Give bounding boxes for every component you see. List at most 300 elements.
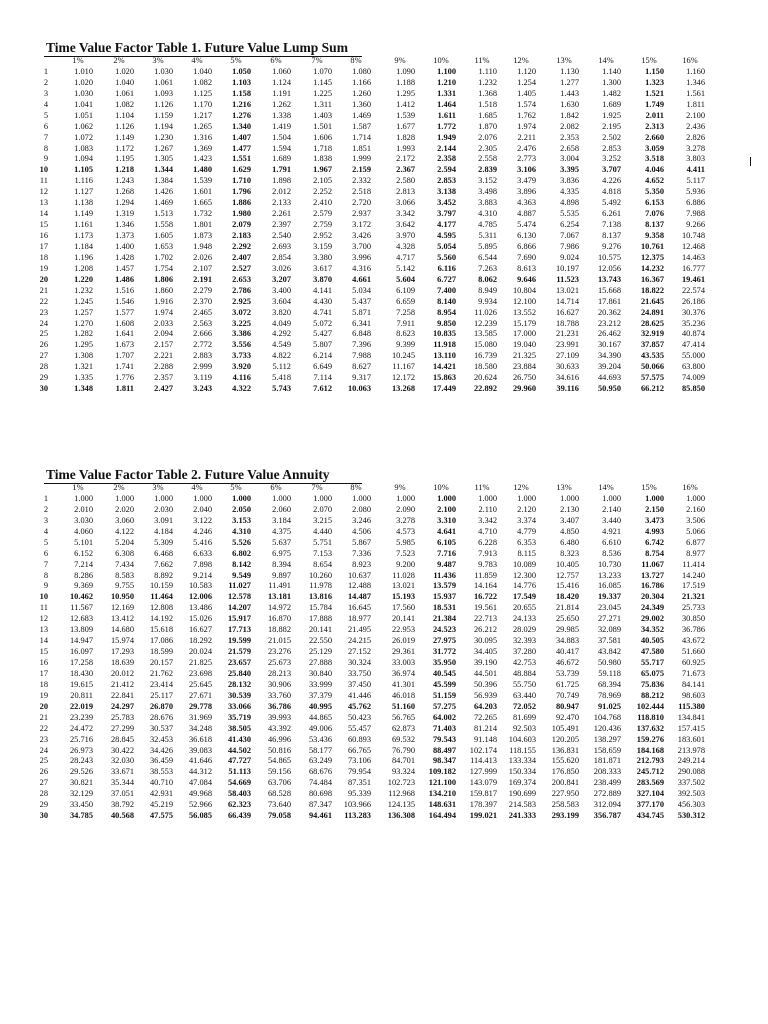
factor-cell: 29.002: [640, 614, 664, 624]
factor-cell: 10.583: [188, 581, 212, 591]
factor-cell: 1.791: [272, 165, 291, 175]
factor-cell: 7.662: [154, 559, 173, 569]
factor-cell: 51.159: [432, 690, 456, 700]
factor-cell: 2.693: [272, 241, 291, 251]
column-header: 14%: [598, 483, 614, 492]
factor-cell: 71.673: [681, 668, 705, 678]
factor-cell: 227.950: [551, 789, 579, 799]
period-number: 6: [43, 548, 48, 558]
factor-cell: 27.109: [555, 351, 579, 361]
factor-cell: 3.407: [560, 515, 579, 525]
factor-cell: 2.759: [313, 220, 332, 230]
factor-cell: 1.103: [232, 77, 251, 87]
factor-cell: 16.645: [347, 603, 371, 613]
factor-cell: 6.727: [437, 274, 456, 284]
factor-cell: 43.672: [681, 636, 705, 646]
factor-cell: 9.358: [645, 231, 664, 240]
column-header: 7%: [311, 56, 323, 65]
factor-cell: 12.808: [149, 603, 173, 613]
factor-cell: 46.672: [555, 658, 579, 667]
factor-cell: 37.450: [347, 679, 371, 689]
factor-cell: 2.261: [272, 209, 291, 219]
factor-cell: 2.397: [272, 220, 291, 230]
factor-cell: 39.204: [597, 362, 621, 372]
factor-cell: 1.149: [115, 132, 134, 142]
factor-cell: 8.923: [352, 559, 371, 569]
factor-cell: 55.000: [681, 351, 705, 361]
factor-cell: 9.399: [396, 340, 415, 350]
factor-cell: 23.884: [512, 362, 536, 372]
factor-cell: 27.671: [188, 690, 212, 700]
factor-cell: 3.252: [602, 154, 621, 164]
column-header: 13%: [556, 56, 572, 65]
factor-cell: 98.603: [681, 690, 705, 700]
factor-cell: 62.873: [391, 723, 415, 733]
factor-cell: 6.130: [517, 231, 536, 240]
factor-cell: 1.300: [602, 77, 621, 87]
factor-cell: 15.863: [432, 373, 456, 383]
factor-cell: 30.167: [597, 340, 621, 350]
column-header: 5%: [230, 483, 242, 492]
factor-cell: 20.304: [640, 592, 664, 602]
factor-cell: 1.191: [272, 88, 291, 98]
factor-cell: 28.213: [267, 668, 291, 678]
factor-cell: 134.841: [677, 712, 705, 722]
factor-cell: 12.468: [681, 241, 705, 251]
factor-cell: 4.818: [602, 187, 621, 197]
factor-cell: 10.462: [69, 592, 93, 602]
factor-cell: 53.739: [555, 668, 579, 678]
factor-cell: 1.741: [115, 362, 134, 372]
factor-cell: 2.579: [313, 209, 332, 219]
factor-cell: 6.341: [352, 318, 371, 328]
factor-cell: 25.733: [681, 603, 705, 613]
factor-cell: 1.838: [313, 154, 332, 164]
factor-cell: 3.172: [352, 220, 371, 230]
column-header: 6%: [270, 56, 282, 65]
factor-cell: 2.332: [352, 176, 371, 186]
factor-cell: 14.232: [640, 263, 664, 273]
factor-cell: 2.191: [193, 274, 212, 284]
factor-cell: 2.033: [154, 318, 173, 328]
factor-cell: 5.112: [272, 362, 291, 372]
factor-cell: 27.152: [347, 647, 371, 657]
factor-cell: 7.612: [313, 384, 332, 394]
factor-cell: 21.825: [188, 658, 212, 667]
factor-cell: 2.853: [602, 143, 621, 153]
factor-cell: 2.563: [193, 318, 212, 328]
factor-cell: 63.706: [267, 778, 291, 788]
factor-cell: 283.569: [636, 778, 664, 788]
factor-cell: 2.720: [352, 198, 371, 208]
factor-cell: 3.642: [396, 220, 415, 230]
factor-cell: 4.921: [602, 526, 621, 536]
factor-cell: 40.710: [149, 778, 173, 788]
factor-cell: 4.779: [517, 526, 536, 536]
factor-cell: 1.125: [193, 88, 212, 98]
factor-cell: 6.742: [645, 537, 664, 547]
factor-cell: 5.142: [396, 263, 415, 273]
factor-cell: 4.141: [313, 285, 332, 295]
factor-cell: 2.079: [232, 220, 251, 230]
column-header: 3%: [152, 56, 164, 65]
factor-cell: 33.760: [267, 690, 291, 700]
factor-cell: 44.501: [473, 668, 497, 678]
factor-cell: 3.604: [272, 296, 291, 306]
factor-cell: 5.535: [560, 209, 579, 219]
factor-cell: 9.214: [193, 570, 212, 580]
factor-cell: 3.026: [272, 263, 291, 273]
factor-cell: 12.300: [512, 570, 536, 580]
factor-cell: 26.750: [512, 373, 536, 383]
factor-cell: 1.110: [478, 66, 497, 76]
column-header: 11%: [474, 483, 490, 492]
factor-cell: 50.950: [597, 384, 621, 394]
factor-cell: 45.219: [149, 800, 173, 810]
factor-cell: 13.486: [188, 603, 212, 613]
factor-cell: 1.083: [74, 143, 93, 153]
factor-cell: 15.618: [149, 625, 173, 635]
factor-cell: 16.085: [597, 581, 621, 591]
factor-cell: 5.474: [517, 220, 536, 230]
factor-cell: 33.750: [347, 668, 371, 678]
period-number: 3: [43, 88, 48, 98]
period-number: 4: [43, 99, 48, 109]
factor-cell: 3.278: [396, 515, 415, 525]
factor-cell: 1.194: [154, 121, 173, 131]
factor-cell: 63.800: [681, 362, 705, 372]
factor-cell: 293.199: [551, 811, 579, 821]
factor-cell: 52.966: [188, 800, 212, 810]
factor-cell: 3.733: [232, 351, 251, 361]
factor-cell: 3.426: [352, 231, 371, 240]
factor-cell: 15.937: [432, 592, 456, 602]
factor-cell: 18.882: [267, 625, 291, 635]
factor-cell: 4.310: [232, 526, 251, 536]
factor-cell: 14.947: [69, 636, 93, 646]
factor-cell: 44.865: [308, 712, 332, 722]
factor-cell: 1.126: [154, 99, 173, 109]
factor-cell: 3.440: [602, 515, 621, 525]
factor-cell: 1.218: [115, 165, 134, 175]
factor-cell: 20.655: [512, 603, 536, 613]
factor-cell: 14.240: [681, 570, 705, 580]
factor-cell: 4.116: [232, 373, 251, 383]
factor-cell: 6.544: [478, 252, 497, 262]
factor-cell: 20.012: [110, 668, 134, 678]
factor-cell: 92.470: [555, 712, 579, 722]
factor-cell: 1.949: [437, 132, 456, 142]
factor-cell: 1.196: [74, 252, 93, 262]
factor-cell: 4.741: [313, 307, 332, 317]
factor-cell: 56.085: [188, 811, 212, 821]
factor-cell: 7.336: [352, 548, 371, 558]
factor-cell: 24.349: [640, 603, 664, 613]
factor-cell: 176.850: [551, 767, 579, 777]
factor-cell: 25.716: [69, 734, 93, 744]
factor-cell: 159.817: [469, 789, 497, 799]
factor-cell: 1.801: [193, 220, 212, 230]
factor-cell: 1.606: [313, 132, 332, 142]
factor-cell: 5.101: [74, 537, 93, 547]
factor-cell: 1.051: [74, 110, 93, 120]
factor-cell: 258.583: [551, 800, 579, 810]
factor-cell: 6.802: [232, 548, 251, 558]
factor-cell: 3.400: [272, 285, 291, 295]
factor-cell: 3.556: [232, 340, 251, 350]
factor-cell: 1.480: [193, 165, 212, 175]
factor-cell: 1.232: [74, 285, 93, 295]
factor-cell: 392.503: [677, 789, 705, 799]
factor-cell: 2.839: [478, 165, 497, 175]
factor-cell: 13.268: [391, 384, 415, 394]
factor-cell: 34.248: [188, 723, 212, 733]
factor-cell: 1.469: [352, 110, 371, 120]
column-header: 7%: [311, 483, 323, 492]
factor-cell: 7.988: [686, 209, 705, 219]
factor-cell: 1.851: [352, 143, 371, 153]
factor-cell: 3.310: [437, 515, 456, 525]
factor-cell: 2.100: [437, 504, 456, 514]
factor-cell: 19.461: [681, 274, 705, 284]
factor-cell: 6.353: [517, 537, 536, 547]
factor-cell: 6.228: [478, 537, 497, 547]
factor-cell: 13.233: [597, 570, 621, 580]
factor-cell: 45.762: [347, 701, 371, 711]
factor-cell: 1.368: [478, 88, 497, 98]
factor-cell: 3.215: [313, 515, 332, 525]
factor-cell: 4.993: [645, 526, 664, 536]
factor-cell: 21.384: [432, 614, 456, 624]
factor-cell: 1.195: [115, 154, 134, 164]
factor-cell: 1.967: [313, 165, 332, 175]
factor-cell: 24.133: [512, 614, 536, 624]
factor-cell: 36.786: [681, 625, 705, 635]
column-header: 4%: [191, 483, 203, 492]
factor-cell: 3.797: [437, 209, 456, 219]
factor-cell: 1.665: [193, 198, 212, 208]
factor-cell: 19.599: [227, 636, 251, 646]
factor-cell: 2.160: [686, 504, 705, 514]
factor-cell: 20.024: [188, 647, 212, 657]
factor-cell: 3.996: [352, 252, 371, 262]
factor-cell: 133.334: [508, 756, 536, 766]
factor-cell: 64.002: [432, 712, 456, 722]
factor-cell: 2.211: [517, 132, 536, 142]
factor-cell: 29.778: [188, 701, 212, 711]
factor-cell: 13.181: [267, 592, 291, 602]
factor-cell: 61.725: [555, 679, 579, 689]
factor-cell: 150.334: [508, 767, 536, 777]
factor-cell: 4.850: [560, 526, 579, 536]
factor-cell: 4.717: [396, 252, 415, 262]
factor-cell: 1.685: [478, 110, 497, 120]
factor-cell: 8.892: [154, 570, 173, 580]
factor-cell: 356.787: [593, 811, 621, 821]
factor-cell: 29.526: [69, 767, 93, 777]
factor-cell: 70.749: [555, 690, 579, 700]
factor-cell: 17.519: [681, 581, 705, 591]
factor-cell: 2.150: [645, 504, 664, 514]
factor-cell: 12.100: [512, 296, 536, 306]
factor-cell: 4.411: [686, 165, 705, 175]
factor-cell: 14.192: [149, 614, 173, 624]
factor-cell: 35.950: [432, 658, 456, 667]
factor-cell: 5.204: [115, 537, 134, 547]
factor-cell: 9.276: [602, 241, 621, 251]
factor-cell: 5.637: [272, 537, 291, 547]
factor-cell: 47.727: [227, 756, 251, 766]
factor-cell: 3.836: [560, 176, 579, 186]
factor-cell: 13.552: [512, 307, 536, 317]
factor-cell: 16.786: [640, 581, 664, 591]
factor-cell: 5.054: [437, 241, 456, 251]
factor-cell: 1.486: [115, 274, 134, 284]
factor-cell: 30.906: [267, 679, 291, 689]
factor-cell: 1.513: [154, 209, 173, 219]
factor-cell: 50.423: [347, 712, 371, 722]
factor-cell: 54.865: [267, 756, 291, 766]
factor-cell: 1.551: [232, 154, 251, 164]
factor-cell: 38.505: [227, 723, 251, 733]
factor-cell: 81.214: [473, 723, 497, 733]
text-cursor: [750, 157, 751, 166]
period-number: 2: [43, 504, 48, 514]
factor-cell: 377.170: [636, 800, 664, 810]
factor-cell: 114.413: [470, 756, 497, 766]
factor-cell: 80.698: [308, 789, 332, 799]
factor-cell: 5.427: [313, 329, 332, 339]
factor-cell: 23.212: [597, 318, 621, 328]
factor-cell: 3.479: [517, 176, 536, 186]
factor-cell: 3.506: [686, 515, 705, 525]
factor-cell: 19.561: [473, 603, 497, 613]
factor-cell: 1.426: [154, 187, 173, 197]
factor-cell: 21.645: [640, 296, 664, 306]
factor-cell: 11.491: [268, 581, 291, 591]
factor-cell: 169.374: [508, 778, 536, 788]
factor-cell: 1.860: [154, 285, 173, 295]
factor-cell: 1.594: [272, 143, 291, 153]
factor-cell: 3.159: [313, 241, 332, 251]
factor-cell: 1.000: [193, 493, 212, 503]
factor-cell: 48.884: [512, 668, 536, 678]
factor-cell: 1.120: [517, 66, 536, 76]
factor-cell: 7.434: [115, 559, 134, 569]
factor-cell: 1.295: [396, 88, 415, 98]
factor-cell: 1.546: [115, 296, 134, 306]
factor-cell: 4.549: [272, 340, 291, 350]
period-number: 7: [43, 132, 48, 142]
factor-cell: 1.100: [437, 66, 456, 76]
factor-cell: 3.243: [193, 384, 212, 394]
factor-cell: 30.850: [681, 614, 705, 624]
factor-cell: 7.716: [437, 548, 456, 558]
factor-cell: 4.430: [313, 296, 332, 306]
factor-cell: 2.594: [437, 165, 456, 175]
factor-cell: 74.484: [308, 778, 332, 788]
factor-cell: 3.896: [517, 187, 536, 197]
factor-cell: 24.472: [69, 723, 93, 733]
factor-cell: 1.116: [74, 176, 93, 186]
factor-cell: 8.754: [645, 548, 664, 558]
factor-cell: 3.473: [645, 515, 664, 525]
factor-cell: 7.988: [352, 351, 371, 361]
factor-cell: 17.293: [110, 647, 134, 657]
factor-cell: 68.676: [308, 767, 332, 777]
factor-cell: 9.200: [396, 559, 415, 569]
factor-cell: 1.574: [517, 99, 536, 109]
period-number: 8: [43, 570, 48, 580]
factor-cell: 1.208: [74, 263, 93, 273]
factor-cell: 13.809: [69, 625, 93, 635]
factor-cell: 57.275: [432, 701, 456, 711]
factor-cell: 75.836: [640, 679, 664, 689]
factor-cell: 35.236: [681, 318, 705, 328]
factor-cell: 3.518: [645, 154, 664, 164]
factor-cell: 12.056: [597, 263, 621, 273]
factor-cell: 91.148: [473, 734, 497, 744]
factor-cell: 40.874: [681, 329, 705, 339]
factor-cell: 3.119: [193, 373, 212, 383]
factor-cell: 1.000: [154, 493, 173, 503]
factor-cell: 39.190: [473, 658, 497, 667]
factor-cell: 3.870: [313, 274, 332, 284]
column-header: 2%: [113, 483, 125, 492]
factor-cell: 136.308: [387, 811, 415, 821]
factor-cell: 2.465: [193, 307, 212, 317]
factor-cell: 109.182: [428, 767, 456, 777]
factor-cell: 2.527: [232, 263, 251, 273]
factor-cell: 8.623: [396, 329, 415, 339]
factor-cell: 80.947: [555, 701, 579, 711]
factor-cell: 1.873: [193, 231, 212, 240]
factor-cell: 2.407: [232, 252, 251, 262]
factor-cell: 200.841: [551, 778, 579, 788]
table1-title: Time Value Factor Table 1. Future Value Lump Sum: [46, 40, 348, 55]
period-number: 17: [39, 668, 48, 678]
factor-cell: 11.027: [228, 581, 251, 591]
factor-cell: 164.494: [428, 811, 456, 821]
factor-cell: 7.263: [478, 263, 497, 273]
factor-cell: 1.653: [154, 241, 173, 251]
factor-cell: 2.436: [686, 121, 705, 131]
factor-cell: 1.000: [272, 493, 291, 503]
factor-cell: 1.504: [272, 132, 291, 142]
factor-cell: 1.030: [154, 66, 173, 76]
column-header: 1%: [72, 483, 84, 492]
period-number: 13: [39, 198, 48, 208]
factor-cell: 95.339: [347, 789, 371, 799]
factor-cell: 28.243: [69, 756, 93, 766]
factor-cell: 45.599: [432, 679, 456, 689]
factor-cell: 55.750: [512, 679, 536, 689]
factor-cell: 1.282: [74, 329, 93, 339]
factor-cell: 1.464: [437, 99, 456, 109]
period-number: 9: [43, 581, 48, 591]
factor-cell: 93.324: [391, 767, 415, 777]
factor-cell: 1.090: [396, 66, 415, 76]
factor-cell: 1.707: [115, 351, 134, 361]
factor-cell: 2.159: [352, 165, 371, 175]
factor-cell: 127.999: [469, 767, 497, 777]
factor-cell: 1.000: [517, 493, 536, 503]
factor-cell: 72.052: [512, 701, 536, 711]
factor-cell: 3.152: [478, 176, 497, 186]
factor-cell: 26.870: [149, 701, 173, 711]
factor-cell: 2.012: [272, 187, 291, 197]
factor-cell: 56.765: [391, 712, 415, 722]
